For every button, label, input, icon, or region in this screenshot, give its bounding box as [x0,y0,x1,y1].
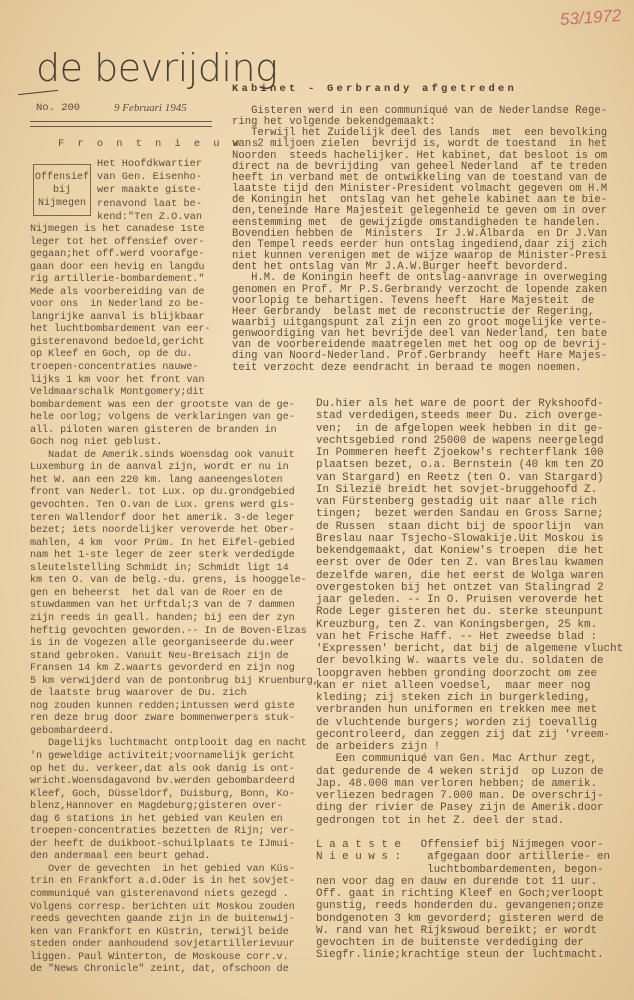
text-line: Siegfr.linie;krachtige steun der luchtmacht. [316,949,604,962]
text-line: reeds gevechten gaande zijn in de buitenwij- [30,914,295,926]
text-line: jaar geleden. -- In O. Pruisen veroverde het [316,594,604,606]
text-line: leger tot het offensief over- [30,236,205,248]
text-line: ren deze brug door zware bommenwerpers stuk- [30,713,295,725]
text-line: kan er niet alleen voedsel, maar meer nog [316,679,591,692]
issue-number: No. 200 [36,102,81,114]
text-line: niet kunnen verenigen met de wijze waarop de Minister-Presi [232,250,608,263]
text-line: Veldmaarschalk Montgomery;dit [30,387,205,399]
text-line: genwoordiging van het bevrijde deel van Nederland, ten bate [232,328,608,341]
text-line: eenstemming met de gewijzigde omstandigheden te handelen. [232,216,601,229]
text-line: dent het ontslag van Mr J.A.W.Burger heeft bevorderd. [232,261,569,274]
text-line: de vluchtende burgers; worden zij toevallig [316,716,598,729]
text-line: 5 km verwijderd van de pontonbrug bij Kruenburg, [30,675,319,687]
text-line: Volgens corresp. berichten uit Moskou zouden [30,901,295,913]
text-line: L a a t s t e Offensief bij Nijmegen voor- [316,839,604,851]
text-line: de Koningin het ontslag van het gehele kabinet aan te bie- [232,194,608,207]
text-line: bezet; iets noordelijker veroverde het Ober- [30,525,295,537]
text-line: Rode Leger gisteren het du. sterke steunpunt [316,606,604,619]
text-line: N i e u w s : afgegaan door artillerie- en [316,851,611,864]
text-line: voor ons in Nederland zo be- [30,299,205,311]
text-line: overgestoken bij het ontzet van Stalingrad 2 [316,581,604,594]
text-line: bondgenoten 3 km gevorderd; gisteren werd de [316,912,604,925]
text-line: nen voor dag en dauw en durende tot 11 uur. [316,875,598,888]
text-line: eerst over de Oder ten Z. van Breslau kwamen [316,557,604,570]
text-line: loopgraven hebben gronding doorzocht om zee [316,667,598,680]
archive-stamp: 53/1972 [559,5,623,30]
text-line: 'n geweldige activiteit;voornamelijk gericht [30,750,295,762]
text-line [316,827,623,839]
masthead-swoosh [18,90,58,95]
text-line: blenz,Hannover en Magdeburg;gisteren over- [30,801,283,813]
text-line: Mede als voorbereiding van de [30,286,205,298]
text-line: van het Frische Haff. -- Het zweedse blad : [316,630,598,643]
text-line: W. rand van het Rijkswoud bereikt; er wordt [316,924,598,937]
cabinet-article [232,106,607,374]
text-line: van Stargard) en Reetz (ten O. van Stargard) [316,471,604,484]
text-line: laatste tijd den Minister-President volmacht gegeven om H.M [232,183,608,196]
text-line: heeft in verband met de ontwikkeling van de toestand van de [232,171,608,184]
text-line: de Russen staan dicht bij de spoorlijn van [316,520,604,533]
text-line: ven; in de afgelopen week hebben in dit ge- [316,422,604,435]
text-line: Kreuzburg, ten Z. van Koningsbergen, 25 km. [316,618,598,631]
text-line: der heeft de duikboot-schuilplaats te IJmui- [30,838,295,850]
text-line: der bevolking W. waarts vele du. soldaten de [316,655,604,668]
text-line: liggen. Paul Winterton, de Moskouse corr.v. [30,951,289,963]
front-news-continued [316,398,623,962]
divider [30,121,212,122]
text-line: ding van Noord-Nederland. Prof.Gerbrandy heeft Hare Majes- [232,350,608,363]
text-line: stuwdammen van het Urftdal;3 van de 7 dammen [30,600,295,612]
text-line: Het Hoofdkwartier [97,158,203,170]
text-line: den andermaal een beurt gehad. [30,851,211,863]
text-line: gisterenavond bedoeld,gericht [30,336,205,348]
divider [30,126,212,127]
text-line: steden onder aanhoudend sovjetartillerievuur [30,939,295,951]
text-line: Kleef, Goch, Düsseldorf, Duisburg, Bonn, Ko- [30,788,295,800]
text-line: gegaan;het off.werd voorafge- [30,249,205,261]
text-line: kend:"Ten Z.O.van [97,210,203,223]
text-line: direct na de bevrijding van geheel Nederland af te treden [232,160,608,173]
text-line: de laatste brug waarover de Du. zich [30,688,247,700]
text-line: van Fürstenberg gestadig uit naar alle rich [316,496,598,508]
text-line: van de voorbereidende maatregelen met het oog op de bevrij- [232,339,608,352]
text-line: Over de gevechten in het gebied van Küs- [30,863,295,875]
text-line: trin en Frankfort a.d.Oder is in het sovjet- [30,876,295,888]
text-line: ring het volgende bekendgemaakt: [232,116,436,129]
text-line: den Tempel reeds eerder hun ontslag ingediend,daar zij zich [232,238,608,251]
text-line: dezelfde waren, die het eerst de Wolga waren [316,569,604,582]
text-line: gaan door een hevig en langdu [30,261,205,273]
text-line: het W. aan een 220 km. lang aaneengesloten [30,474,283,486]
box-label-line: Nijmegen [37,198,86,209]
masthead-title: de bevrijding [36,46,278,90]
text-line: het luchtbombardement van eer- [30,324,211,336]
text-line: plaatsen bezet, o.a. Bernstein (40 km ten ZO [316,459,604,472]
text-line: langrijke aanval is blijkbaar [30,311,205,323]
text-line: op Kleef en Goch, op de du. [30,349,193,361]
text-line: tingen; bezet werden Sandau en Gross Sarne; [316,508,604,521]
text-line: gunstig, reeds honderden du. gevangenen;onze [316,900,604,913]
text-line: van Gen. Eisenho- [97,171,203,184]
text-line: de "News Chronicle" zeint, dat, ofschoon de [30,964,289,976]
text-line: troepen-concentraties bezetten de Rijn; ver- [30,826,295,838]
box-label [33,164,91,216]
text-line: Bovendien hebben de Ministers Ir J.W.Albarda en Dr J.Van [232,227,608,240]
text-line: Nijmegen is het canadese 1ste [30,224,205,235]
text-line: Luxemburg in de aanval zijn, wordt er nu in [30,462,289,474]
box-adjacent-text [97,158,202,224]
box-label-line: bij [52,185,71,196]
text-line: Een communiqué van Gen. Mac Arthur zegt, [316,753,598,766]
text-line: Jap. 48.000 man verloren hebben; de amerik. [316,777,598,790]
text-line: troepen-concentraties nauwe- [30,362,199,374]
text-line: teren Wallendorf door het amerik. 3-de leger [30,512,295,524]
text-line: de arbeiders zijn ! [316,741,441,753]
text-line: luchtbombardementen, begon- [316,863,604,876]
text-line: lijks 1 km voor het front van [30,374,205,386]
text-line: verliezen bedragen 7.000 man. De overschrij- [316,790,604,802]
headline-kabinet: Kabinet - Gerbrandy afgetreden [232,83,518,95]
text-line: mahlen, 4 km voor Prüm. In het Eifel-gebied [30,537,295,549]
text-line: rig artillerie-bombardement." [30,274,205,286]
text-line: Noorden steeds hachelijker. Het kabinet, dat besloot is om [232,149,608,162]
text-line: km ten O. van de belg.-du. grens, is hooggele- [30,575,307,587]
text-line: Heer Gerbrandy belast met de reconstructie der Regering, [232,305,595,318]
text-line: stand gebroken. Vanuit Neu-Breisach zijn de [30,650,289,662]
text-line: In Pommeren heeft Zjoekow's rechterflank 100 [316,447,604,459]
text-line: ken van Frankfort en Küstrin, terwijl beide [30,926,289,938]
text-line: heftig gevochten geworden.-- In de Boven-Elzas [30,625,307,637]
text-line: den,teneinde Hare Majesteit gelegenheid te geven om in over [232,205,608,218]
text-line: stad verdedigen,steeds meer Du. zich overge- [316,410,604,423]
text-line: all. piloten waren gisteren de branden in [30,424,277,436]
text-line: Dagelijks luchtmacht ontplooit dag en nacht [30,738,307,750]
text-line: front van Nederl. tot Lux. op du.grondgebied [30,487,295,499]
text-line: vechtsgebied rond 25000 de wapens neergelegd [316,434,604,447]
text-line: communiqué van gisterenavond niets gezegd . [30,888,289,900]
text-line: bombardement was een der grootste van de ge- [30,399,295,411]
text-line: wer maakte giste- [97,184,203,197]
text-line: H.M. de Koningin heeft de ontslag-aanvrage in overweging [232,272,608,285]
text-line: wricht.Woensdagavond bv.werden gebombardeerd [30,776,295,788]
text-line: ding der rivier de Pasey zijn de Amerik.door [316,802,604,815]
text-line: gedrongen tot in het Z. deel der stad. [316,814,565,827]
text-line: dat gedurende de 4 weken strijd op Luzon de [316,765,604,778]
issue-date: 9 Februari 1945 [114,102,187,114]
box-label-line: Offensief [34,172,89,183]
text-line: gevochten. Ten O.van de Lux. grens werd gis- [30,500,295,512]
text-line: Fransen 14 km Z.waarts gevorderd en zijn nog [30,663,295,675]
text-line: Nadat de Amerik.sinds Woensdag ook vanuit [30,449,295,461]
text-line: teit verzocht deze eendracht in beraad te mogen noemen. [232,361,582,374]
text-line: Terwijl het Zuidelijk deel des lands met een bevolking [232,127,608,140]
text-line: gen en beheerst het dal van de Roer en de [30,587,283,599]
text-line: nog zouden kunnen redden;intussen werd giste [30,700,295,712]
text-line: Off. gaat in richting Kleef en Goch;verloopt [316,888,604,900]
text-line: renavond laat be- [97,197,203,210]
text-line: verbranden hun uniformen en trekken mee met [316,704,598,717]
text-line: van 2 miljoen zielen bevrijd is, wordt de toestand in het [232,138,608,151]
text-line: hele oorlog; volgens de verklaringen van ge- [30,412,295,424]
text-line: Du.hier als het ware de poort der Rykshoofd- [316,398,604,410]
text-line: In Silezië breidt het sovjet-bruggehoofd Z. [316,483,598,496]
text-line: gevochten in de buitenste verdediging der [316,937,584,949]
text-line: gecontroleerd, dan zeggen zij dat zij 'vreem- [316,728,611,741]
text-line: voorlopig te behartigen. Tevens heeft Hare Majesteit de [232,294,595,307]
text-line: Goch nog niet geblust. [30,437,163,449]
text-line: waarbij uitgangspunt zal zijn een zo groot mogelijke verte- [232,316,608,329]
text-line: nam het 1-ste leger de zeer sterk verdedigde [30,550,295,562]
text-line: kleding; zij steken zich in burgerkleding, [316,692,591,704]
text-line: is in de Vogezen alle georganiseerde du.weer [30,638,295,650]
text-line: Gisteren werd in een communiqué van de Nederlandse Rege- [232,105,608,117]
text-line: bekendgemaakt, dat Koniew's troepen die het [316,545,604,557]
text-line: zijn reeds in geall. handen; bij een der zyn [30,612,295,624]
text-line: gebombardeerd. [30,725,115,737]
section-heading-frontnieuws: F r o n t n i e u w s [58,138,262,150]
text-line: dag 6 stations in het gebied van Keulen en [30,813,283,825]
text-line: sleutelstelling Schmidt in; Schmidt ligt 14 [30,562,289,574]
text-line: genomen en Prof. Mr P.S.Gerbrandy verzocht de lopende zaken [232,283,608,296]
text-line: 'Expressen' bericht, dat bij de algemene vlucht [316,643,624,655]
text-line: op het du. verkeer,dat als ook danig is ont- [30,763,295,775]
text-line: Breslau naar Tsjecho-Slowakije.Uit Moskou is [316,532,604,545]
